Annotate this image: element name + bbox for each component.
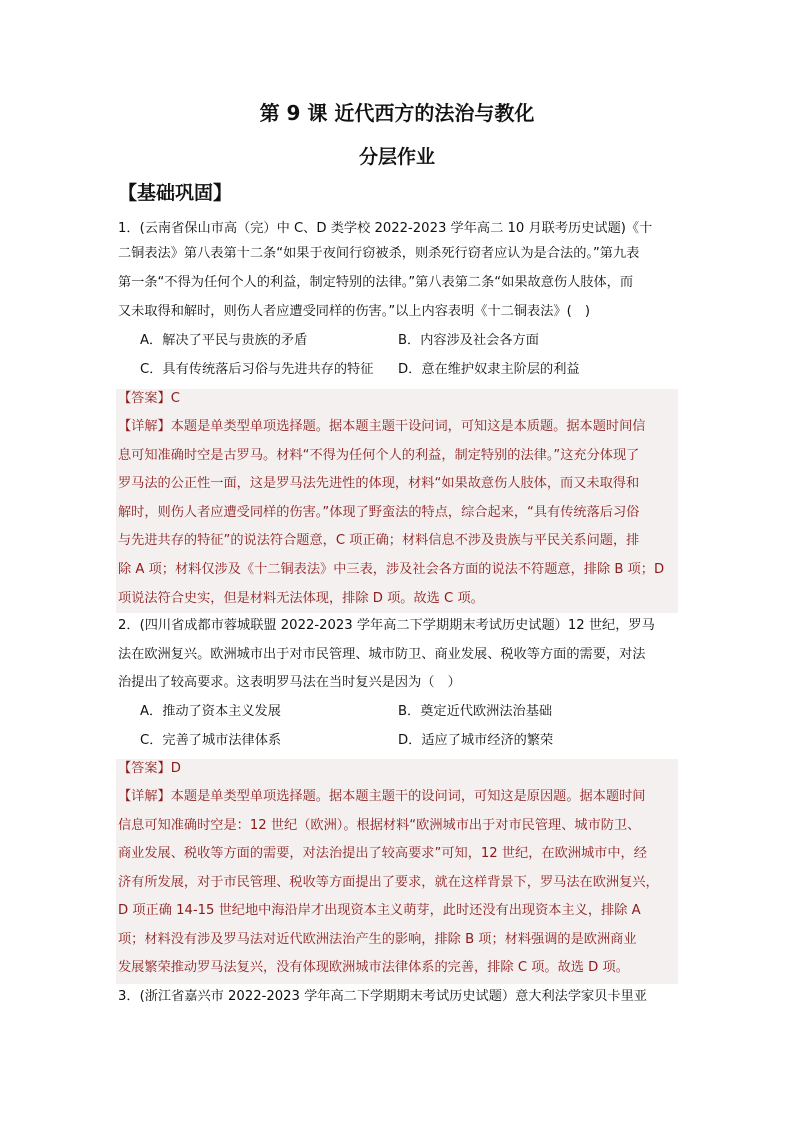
question-1-line: 第一条“不得为任何个人的利益，制定特别的法律。”第八表第二条“如果故意伤人肢体，而: [118, 275, 634, 290]
question-2-explanation-line: D 项正确 14-15 世纪地中海沿岸才出现资本主义萌芽，此时还没有出现资本主义，排除 A: [118, 903, 641, 918]
question-2-option-a: A．推动了资本主义发展: [140, 704, 281, 719]
question-2-option-b: B．奠定近代欧洲法治基础: [398, 704, 553, 719]
question-2-explanation-line: 项；材料没有涉及罗马法对近代欧洲法治产生的影响，排除 B 项；材料强调的是欧洲商业: [118, 932, 637, 947]
question-1-explanation-line: 息可知准确时空是古罗马。材料“不得为任何个人的利益，制定特别的法律。”这充分体现了: [118, 448, 640, 463]
question-1-answer: 【答案】C: [118, 391, 180, 406]
question-2-line: 2．(四川省成都市蓉城联盟 2022-2023 学年高二下学期期末考试历史试题）12 世纪，罗马: [118, 618, 655, 633]
question-1-explanation-line: 【详解】本题是单类型单项选择题。据本题主题干设问词，可知这是本质题。据本题时间信: [118, 419, 646, 434]
question-1-explanation-line: 项说法符合史实，但是材料无法体现，排除 D 项。故选 C 项。: [118, 591, 484, 606]
question-1-explanation-line: 解时，则伤人者应遭受同样的伤害。”体现了野蛮法的特点，综合起来，“具有传统落后习俗: [118, 505, 640, 520]
question-3-line: 3．(浙江省嘉兴市 2022-2023 学年高二下学期期末考试历史试题）意大利法学家贝卡里亚: [118, 989, 647, 1004]
page-title: 第 9 课 近代西方的法治与教化: [259, 101, 535, 125]
question-1-line: 二铜表法》第八表第十二条“如果于夜间行窃被杀，则杀死行窃者应认为是合法的。”第九表: [118, 246, 640, 261]
question-2-option-d: D．适应了城市经济的繁荣: [398, 733, 554, 748]
question-1-option-d: D．意在维护奴隶主阶层的利益: [398, 362, 580, 377]
question-1-option-c: C．具有传统落后习俗与先进共存的特征: [140, 362, 374, 377]
question-2-answer: 【答案】D: [118, 761, 181, 776]
question-1-line: 又未取得和解时，则伤人者应遭受同样的伤害。”以上内容表明《十二铜表法》( ): [118, 304, 591, 319]
question-2-explanation-line: 【详解】本题是单类型单项选择题。据本题主题干的设问词，可知这是原因题。据本题时间: [118, 789, 646, 804]
question-1-option-a: A．解决了平民与贵族的矛盾: [140, 333, 308, 348]
question-1-explanation-line: 罗马法的公正性一面，这是罗马法先进性的体现，材料“如果故意伤人肢体，而又未取得和: [118, 476, 640, 491]
question-2-line: 治提出了较高要求。这表明罗马法在当时复兴是因为（ ）: [118, 675, 461, 690]
question-1-line: 1．(云南省保山市高（完）中 C、D 类学校 2022-2023 学年高二 10 月联考历史试题)《十: [118, 221, 653, 236]
page-subtitle: 分层作业: [358, 146, 435, 168]
section-heading: 【基础巩固】: [118, 182, 233, 204]
question-2-option-c: C．完善了城市法律体系: [140, 733, 282, 748]
question-1-option-b: B．内容涉及社会各方面: [398, 333, 539, 348]
question-1-explanation-line: 除 A 项；材料仅涉及《十二铜表法》中三表，涉及社会各方面的说法不符题意，排除 B 项；D: [118, 562, 665, 577]
question-2-explanation-line: 济有所发展，对于市民管理、税收等方面提出了要求，就在这样背景下，罗马法在欧洲复兴，: [118, 875, 659, 890]
question-2-line: 法在欧洲复兴。欧洲城市出于对市民管理、城市防卫、商业发展、税收等方面的需要，对法: [118, 647, 646, 662]
question-2-explanation-line: 商业发展、税收等方面的需要，对法治提出了较高要求”可知，12 世纪，在欧洲城市中，经: [118, 846, 647, 861]
question-2-explanation-line: 信息可知准确时空是：12 世纪（欧洲）。根据材料“欧洲城市出于对市民管理、城市防卫、: [118, 818, 641, 833]
question-2-explanation-line: 发展繁荣推动罗马法复兴，没有体现欧洲城市法律体系的完善，排除 C 项。故选 D 项。: [118, 960, 629, 975]
question-1-explanation-line: 与先进共存的特征”的说法符合题意，C 项正确；材料信息不涉及贵族与平民关系问题，排: [118, 533, 640, 548]
